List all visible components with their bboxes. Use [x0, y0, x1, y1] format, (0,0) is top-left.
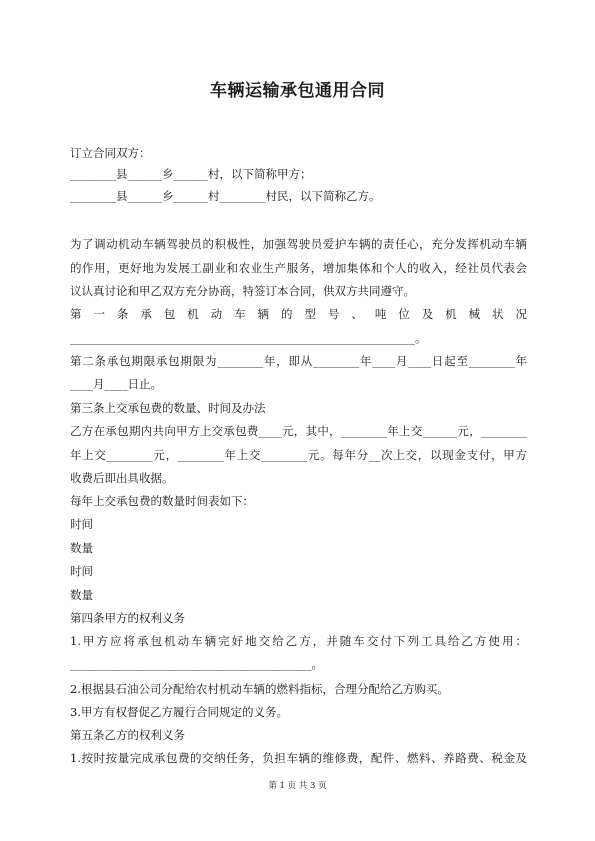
- text-line: 时间: [70, 564, 93, 578]
- text-line: 年上交________元，________年上交________元。每年分__次上交，以现金支付，甲方: [70, 448, 527, 462]
- section-heading: 第四条甲方的权利义务: [70, 611, 185, 625]
- text-line: 3.甲方有权督促乙方履行合同规定的义务。: [70, 705, 288, 719]
- document-title: 车辆运输承包通用合同: [210, 81, 385, 101]
- text-line: 每年上交承包费的数量时间表如下：: [70, 494, 254, 508]
- text-line: 2.根据县石油公司分配给农村机动车辆的燃料指标，合理分配给乙方购买。: [70, 682, 449, 696]
- text-line: 乙方在承包期内共向甲方上交承包费____元，其中，________年上交______元，________: [70, 424, 527, 438]
- text-line: ________县______乡______村________村民，以下简称乙方。: [70, 189, 381, 203]
- text-line: 为了调动机动车辆驾驶员的积极性，加强驾驶员爱护车辆的责任心，充分发挥机动车辆: [70, 237, 527, 251]
- text-line: 时间: [70, 517, 93, 531]
- page-footer: 第 1 页 共 3 页: [268, 781, 327, 791]
- text-line: 数量: [70, 588, 93, 602]
- text-line: ________县______乡______村，以下简称甲方；: [70, 167, 312, 181]
- text-line: 数量: [70, 541, 93, 555]
- text-line: 的作用，更好地为发展工副业和农业生产服务，增加集体和个人的收入，经社员代表会: [70, 261, 527, 275]
- text-line: ____________________________________________________________。: [70, 331, 427, 345]
- section-heading: 第一条承包机动车辆的型号、吨位及机械状况: [70, 307, 527, 321]
- section-heading: 第三条上交承包费的数量、时间及办法: [70, 401, 266, 415]
- text-line: 收费后即出具收据。: [70, 471, 174, 485]
- text-line: ____月____日止。: [70, 377, 162, 391]
- text-line: __________________________________________。: [70, 657, 323, 671]
- text-line: 议认真讨论和甲乙双方充分协商，特签订本合同，供双方共同遵守。: [70, 284, 415, 298]
- section-heading: 第五条乙方的权利义务: [70, 728, 185, 742]
- text-line: 1.甲方应将承包机动车辆完好地交给乙方，并随车交付下列工具给乙方使用：: [70, 634, 527, 648]
- text-line: 订立合同双方：: [70, 146, 151, 160]
- text-line: 1.按时按量完成承包费的交纳任务，负担车辆的维修费，配件、燃料、养路费、税金及: [70, 751, 527, 765]
- section-heading: 第二条承包期限承包期限为________年，即从________年____月____日起至________年: [70, 354, 527, 368]
